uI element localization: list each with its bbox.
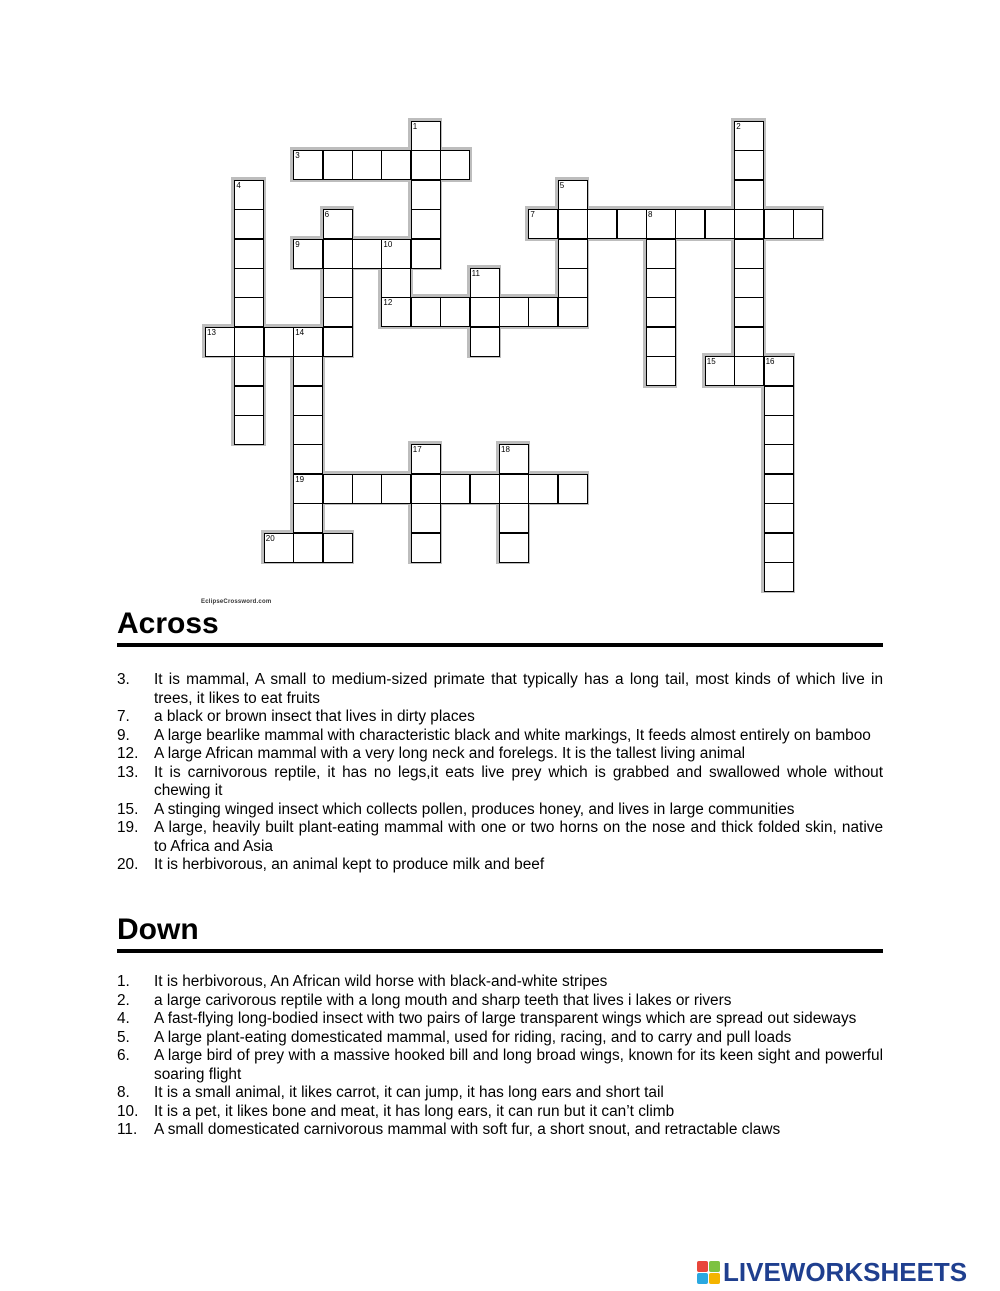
across-rule [117, 643, 883, 647]
clue-number-label: 16 [765, 357, 775, 367]
clue-number-label: 6 [324, 210, 330, 220]
clue-number-label: 13 [207, 327, 216, 337]
across-clue-text: a black or brown insect that lives in dirty places [154, 708, 475, 725]
across-clue-number: 15. [117, 800, 139, 818]
grid-cell[interactable] [734, 268, 764, 298]
grid-cell[interactable] [499, 533, 529, 563]
across-clue-number: 20. [117, 856, 139, 873]
grid-cell[interactable] [323, 533, 353, 563]
clue-number-label: 4 [236, 180, 241, 190]
grid-cell[interactable] [558, 297, 588, 327]
across-clue-number: 9. [117, 726, 130, 744]
clue-number-label: 3 [295, 151, 300, 161]
grid-cell[interactable] [293, 415, 323, 445]
grid-cell[interactable] [617, 209, 647, 239]
clue-number-label: 20 [265, 533, 275, 543]
grid-cell[interactable] [558, 239, 588, 269]
across-clue [117, 671, 883, 708]
grid-cell[interactable] [734, 121, 764, 151]
clue-number-label: 5 [559, 180, 565, 190]
grid-cell[interactable] [499, 444, 529, 474]
grid-cell[interactable] [234, 180, 264, 210]
grid-cell[interactable] [646, 356, 676, 386]
down-clue [117, 973, 883, 992]
grid-cell[interactable] [234, 239, 264, 269]
grid-cell[interactable] [323, 209, 353, 239]
grid-cell[interactable] [499, 503, 529, 533]
grid-cell[interactable] [411, 150, 441, 180]
grid-cell[interactable] [293, 386, 323, 416]
grid-cell[interactable] [734, 297, 764, 327]
grid-cell[interactable] [323, 297, 353, 327]
down-clue-text: It is a small animal, it likes carrot, it can jump, it has long ears and short tail [154, 1084, 664, 1101]
liveworksheets-logo-text: LIVEWORKSHEETS [723, 1256, 968, 1287]
grid-cell[interactable] [470, 297, 500, 327]
grid-cell[interactable] [734, 356, 764, 386]
down-clue [117, 992, 883, 1011]
down-clue [117, 1084, 883, 1103]
crossword-grid [0, 0, 1000, 600]
across-clue [117, 819, 883, 856]
grid-cell[interactable] [764, 533, 794, 563]
grid-cell[interactable] [411, 503, 441, 533]
across-clue-number: 7. [117, 708, 130, 725]
liveworksheets-logo [697, 1256, 967, 1288]
grid-cell[interactable] [234, 327, 264, 357]
grid-cell[interactable] [205, 327, 235, 357]
grid-cell[interactable] [234, 386, 264, 416]
grid-cell[interactable] [734, 150, 764, 180]
grid-cell[interactable] [705, 356, 735, 386]
across-clue-number: 12. [117, 745, 139, 762]
across-clue [117, 856, 883, 875]
grid-cell[interactable] [470, 327, 500, 357]
grid-cell[interactable] [734, 239, 764, 269]
across-clue [117, 708, 883, 727]
down-clue-number: 10. [117, 1102, 139, 1120]
down-clue [117, 1010, 883, 1029]
grid-cell[interactable] [646, 239, 676, 269]
grid-cell[interactable] [764, 444, 794, 474]
grid-cell[interactable] [499, 297, 529, 327]
grid-cell[interactable] [764, 474, 794, 504]
grid-cell[interactable] [705, 209, 735, 239]
crossword-credit: EclipseCrossword.com [201, 599, 272, 605]
grid-cell[interactable] [764, 386, 794, 416]
clue-number-label: 15 [706, 357, 716, 367]
across-clue-text: A large bearlike mammal with characteristic black and white markings, It feeds almost entirely on bamboo [154, 726, 871, 744]
grid-cell[interactable] [234, 415, 264, 445]
grid-cell[interactable] [646, 327, 676, 357]
grid-cell[interactable] [323, 150, 353, 180]
grid-cell[interactable] [734, 209, 764, 239]
grid-cell[interactable] [646, 268, 676, 298]
grid-cell[interactable] [440, 150, 470, 180]
grid-cell[interactable] [440, 474, 470, 504]
grid-cell[interactable] [646, 209, 676, 239]
grid-cell[interactable] [528, 297, 558, 327]
across-clue-text: It is carnivorous reptile, it has no legs,it eats live prey which is grabbed and swallowed whole without chewing it [154, 763, 883, 799]
grid-cell[interactable] [764, 356, 794, 386]
grid-cell[interactable] [499, 474, 529, 504]
grid-cell[interactable] [764, 562, 794, 592]
grid-cell[interactable] [293, 356, 323, 386]
grid-cell[interactable] [764, 503, 794, 533]
down-clue [117, 1103, 883, 1122]
grid-cell[interactable] [352, 474, 382, 504]
down-clue-number: 1. [117, 973, 130, 990]
down-clue-number: 11. [117, 1121, 138, 1138]
grid-cell[interactable] [470, 268, 500, 298]
across-clue [117, 745, 883, 764]
grid-cell[interactable] [764, 415, 794, 445]
down-rule [117, 949, 883, 953]
down-clue-number: 6. [117, 1047, 130, 1064]
grid-cell[interactable] [734, 327, 764, 357]
down-clue-list [117, 973, 883, 1140]
clue-number-label: 10 [383, 239, 393, 249]
across-clue-number: 13. [117, 763, 139, 781]
grid-cell[interactable] [646, 297, 676, 327]
grid-cell[interactable] [352, 150, 382, 180]
grid-cell[interactable] [411, 239, 441, 269]
grid-cell[interactable] [793, 209, 823, 239]
clue-number-label: 2 [736, 122, 741, 131]
clue-number-label: 1 [412, 122, 418, 131]
grid-cell[interactable] [734, 180, 764, 210]
down-clue-text: It is herbivorous, An African wild horse with black-and-white stripes [154, 973, 608, 990]
grid-cell[interactable] [293, 239, 323, 269]
grid-cell[interactable] [675, 209, 705, 239]
grid-cell[interactable] [234, 356, 264, 386]
clue-number-label: 19 [295, 474, 305, 484]
grid-cell[interactable] [587, 209, 617, 239]
across-clue [117, 764, 883, 801]
grid-cell[interactable] [558, 209, 588, 239]
down-clue [117, 1029, 883, 1048]
clue-number-label: 8 [648, 210, 653, 220]
down-clue-number: 2. [117, 991, 130, 1009]
clue-number-label: 18 [501, 445, 510, 455]
grid-cell[interactable] [411, 209, 441, 239]
grid-cell[interactable] [381, 268, 411, 298]
across-clue-number: 19. [117, 819, 139, 836]
clue-number-label: 7 [530, 210, 535, 220]
clue-number-label: 17 [412, 445, 422, 455]
grid-cell[interactable] [234, 297, 264, 327]
clue-number-label: 9 [295, 239, 300, 249]
grid-cell[interactable] [264, 533, 294, 563]
down-clue-text: A fast-flying long-bodied insect with two pairs of large transparent wings which are spread out sideways [154, 1010, 857, 1027]
grid-cell[interactable] [381, 297, 411, 327]
grid-cell[interactable] [558, 474, 588, 504]
grid-cell[interactable] [293, 533, 323, 563]
across-clue-text: A large, heavily built plant-eating mammal with one or two horns on the nose and thick folded skin, native to Africa and Asia [154, 819, 883, 855]
across-clue-text: A large African mammal with a very long neck and forelegs. It is the tallest living animal [154, 745, 746, 762]
down-clue-text: A large plant-eating domesticated mammal, used for riding, racing, and to carry and pull loads [154, 1028, 792, 1046]
grid-cell[interactable] [293, 150, 323, 180]
down-clue-number: 8. [117, 1084, 130, 1101]
grid-cell[interactable] [528, 474, 558, 504]
across-clue [117, 801, 883, 820]
grid-cell[interactable] [411, 474, 441, 504]
grid-cell[interactable] [381, 474, 411, 504]
down-clue-number: 5. [117, 1028, 130, 1046]
down-clue-text: A large bird of prey with a massive hooked bill and long broad wings, known for its keen sight and powerful soaring flight [154, 1047, 883, 1083]
grid-cell[interactable] [323, 239, 353, 269]
across-clue-list [117, 671, 883, 875]
grid-cell[interactable] [411, 533, 441, 563]
across-clue-number: 3. [117, 671, 130, 688]
grid-cell[interactable] [323, 327, 353, 357]
grid-cell[interactable] [234, 209, 264, 239]
clue-number-label: 14 [295, 327, 305, 337]
grid-cell[interactable] [411, 180, 441, 210]
across-heading: Across [117, 607, 219, 640]
across-clue-text: It is herbivorous, an animal kept to produce milk and beef [154, 856, 545, 873]
grid-cell[interactable] [352, 239, 382, 269]
down-heading: Down [117, 913, 199, 946]
grid-cell[interactable] [528, 209, 558, 239]
across-clue [117, 727, 883, 746]
grid-cell[interactable] [381, 239, 411, 269]
grid-cell[interactable] [411, 121, 441, 151]
grid-cell[interactable] [411, 444, 441, 474]
down-clue [117, 1047, 883, 1084]
across-clue-text: It is mammal, A small to medium-sized primate that typically has a long tail, most kinds of which live in trees, it likes to eat fruits [154, 671, 883, 707]
down-clue-text: A small domesticated carnivorous mammal with soft fur, a short snout, and retractable claws [154, 1121, 781, 1138]
grid-cell[interactable] [381, 150, 411, 180]
grid-cell[interactable] [293, 444, 323, 474]
grid-cell[interactable] [558, 180, 588, 210]
grid-cell[interactable] [293, 327, 323, 357]
liveworksheets-logo-icon [697, 1261, 720, 1284]
grid-cell[interactable] [293, 503, 323, 533]
grid-cell[interactable] [470, 474, 500, 504]
grid-cell[interactable] [264, 327, 294, 357]
clue-number-label: 12 [383, 298, 393, 308]
grid-cell[interactable] [323, 474, 353, 504]
across-clue-text: A stinging winged insect which collects pollen, produces honey, and lives in large communities [154, 800, 795, 818]
clue-number-label: 11 [471, 269, 480, 278]
grid-cell[interactable] [764, 209, 794, 239]
grid-cell[interactable] [323, 268, 353, 298]
down-clue-text: It is a pet, it likes bone and meat, it has long ears, it can run but it can’t climb [154, 1102, 675, 1120]
grid-cell[interactable] [440, 297, 470, 327]
grid-cell[interactable] [558, 268, 588, 298]
down-clue [117, 1121, 883, 1140]
down-clue-number: 4. [117, 1010, 130, 1027]
grid-cell[interactable] [234, 268, 264, 298]
grid-cell[interactable] [411, 297, 441, 327]
grid-cell[interactable] [293, 474, 323, 504]
down-clue-text: a large carivorous reptile with a long mouth and sharp teeth that lives i lakes or rivers [154, 991, 732, 1009]
